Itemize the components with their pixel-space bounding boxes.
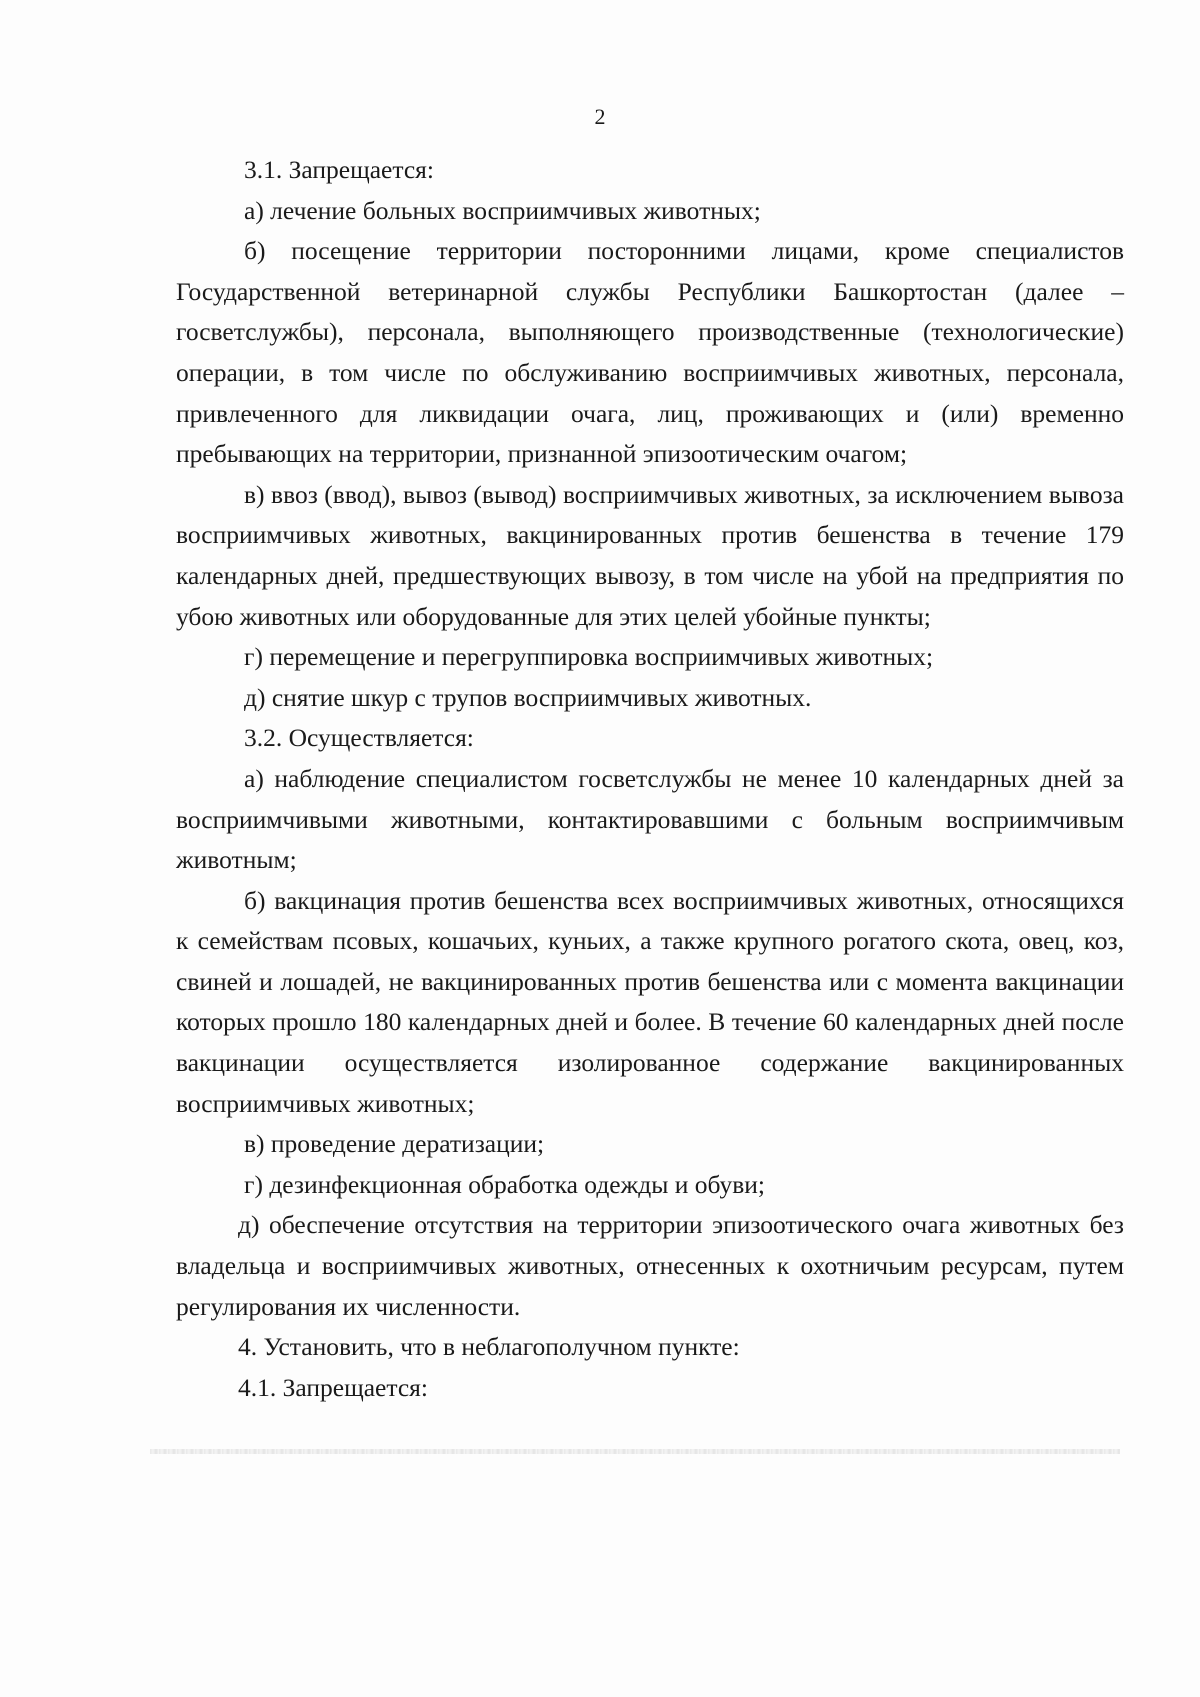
section-heading-3-2: 3.2. Осуществляется: bbox=[244, 723, 474, 753]
list-item-3-1-g: г) перемещение и перегруппировка восприимчивых животных; bbox=[244, 642, 934, 672]
document-body bbox=[176, 150, 1124, 1408]
scan-artifact-line bbox=[150, 1449, 1120, 1454]
list-item-3-2-a: а) наблюдение специалистом госветслужбы не менее 10 календарных дней за восприимчивыми животными, контактировавшими с больным восприимчивым животным; bbox=[176, 763, 1124, 875]
section-heading-4: 4. Установить, что в неблагополучном пункте: bbox=[238, 1332, 740, 1362]
section-heading-4-1: 4.1. Запрещается: bbox=[238, 1372, 428, 1402]
page-number: 2 bbox=[594, 104, 606, 129]
list-item-3-1-a: а) лечение больных восприимчивых животных; bbox=[244, 195, 761, 225]
list-item-3-2-b: б) вакцинация против бешенства всех восприимчивых животных, относящихся к семействам псовых, кошачьих, куньих, а также крупного рогатого скота, овец, коз, свиней и лошадей, не вакцинированных против бешенства или с момента вакцинации которых прошло 180 календарных дней и более. В течение 60 календарных дней после вакцинации осуществляется изолированное содержание вакцинированных восприимчивых животных; bbox=[176, 885, 1124, 1118]
section-heading-3-1: 3.1. Запрещается: bbox=[244, 155, 434, 184]
list-item-3-2-v: в) проведение дератизации; bbox=[244, 1129, 545, 1159]
list-item-3-1-v: в) ввоз (ввод), вывоз (вывод) восприимчивых животных, за исключением вывоза восприимчивых животных, вакцинированных против бешенства в течение 179 календарных дней, предшествующих вывозу, в том числе на убой на предприятия по убою животных или оборудованные для этих целей убойные пункты; bbox=[176, 479, 1124, 631]
list-item-3-1-b: б) посещение территории посторонними лицами, кроме специалистов Государственной ветеринарной службы Республики Башкортостан (далее – госветслужбы), персонала, выполняющего производственные (технологические) операции, в том числе по обслуживанию восприимчивых животных, персонала, привлеченного для ликвидации очага, лиц, проживающих и (или) временно пребывающих на территории, признанной эпизоотическим очагом; bbox=[176, 236, 1124, 469]
list-item-3-1-d: д) снятие шкур с трупов восприимчивых животных. bbox=[244, 682, 812, 712]
list-item-3-2-d: д) обеспечение отсутствия на территории эпизоотического очага животных без владельца и восприимчивых животных, отнесенных к охотничьим ресурсам, путем регулирования их численности. bbox=[176, 1210, 1124, 1321]
list-item-3-2-g: г) дезинфекционная обработка одежды и обуви; bbox=[244, 1169, 766, 1199]
